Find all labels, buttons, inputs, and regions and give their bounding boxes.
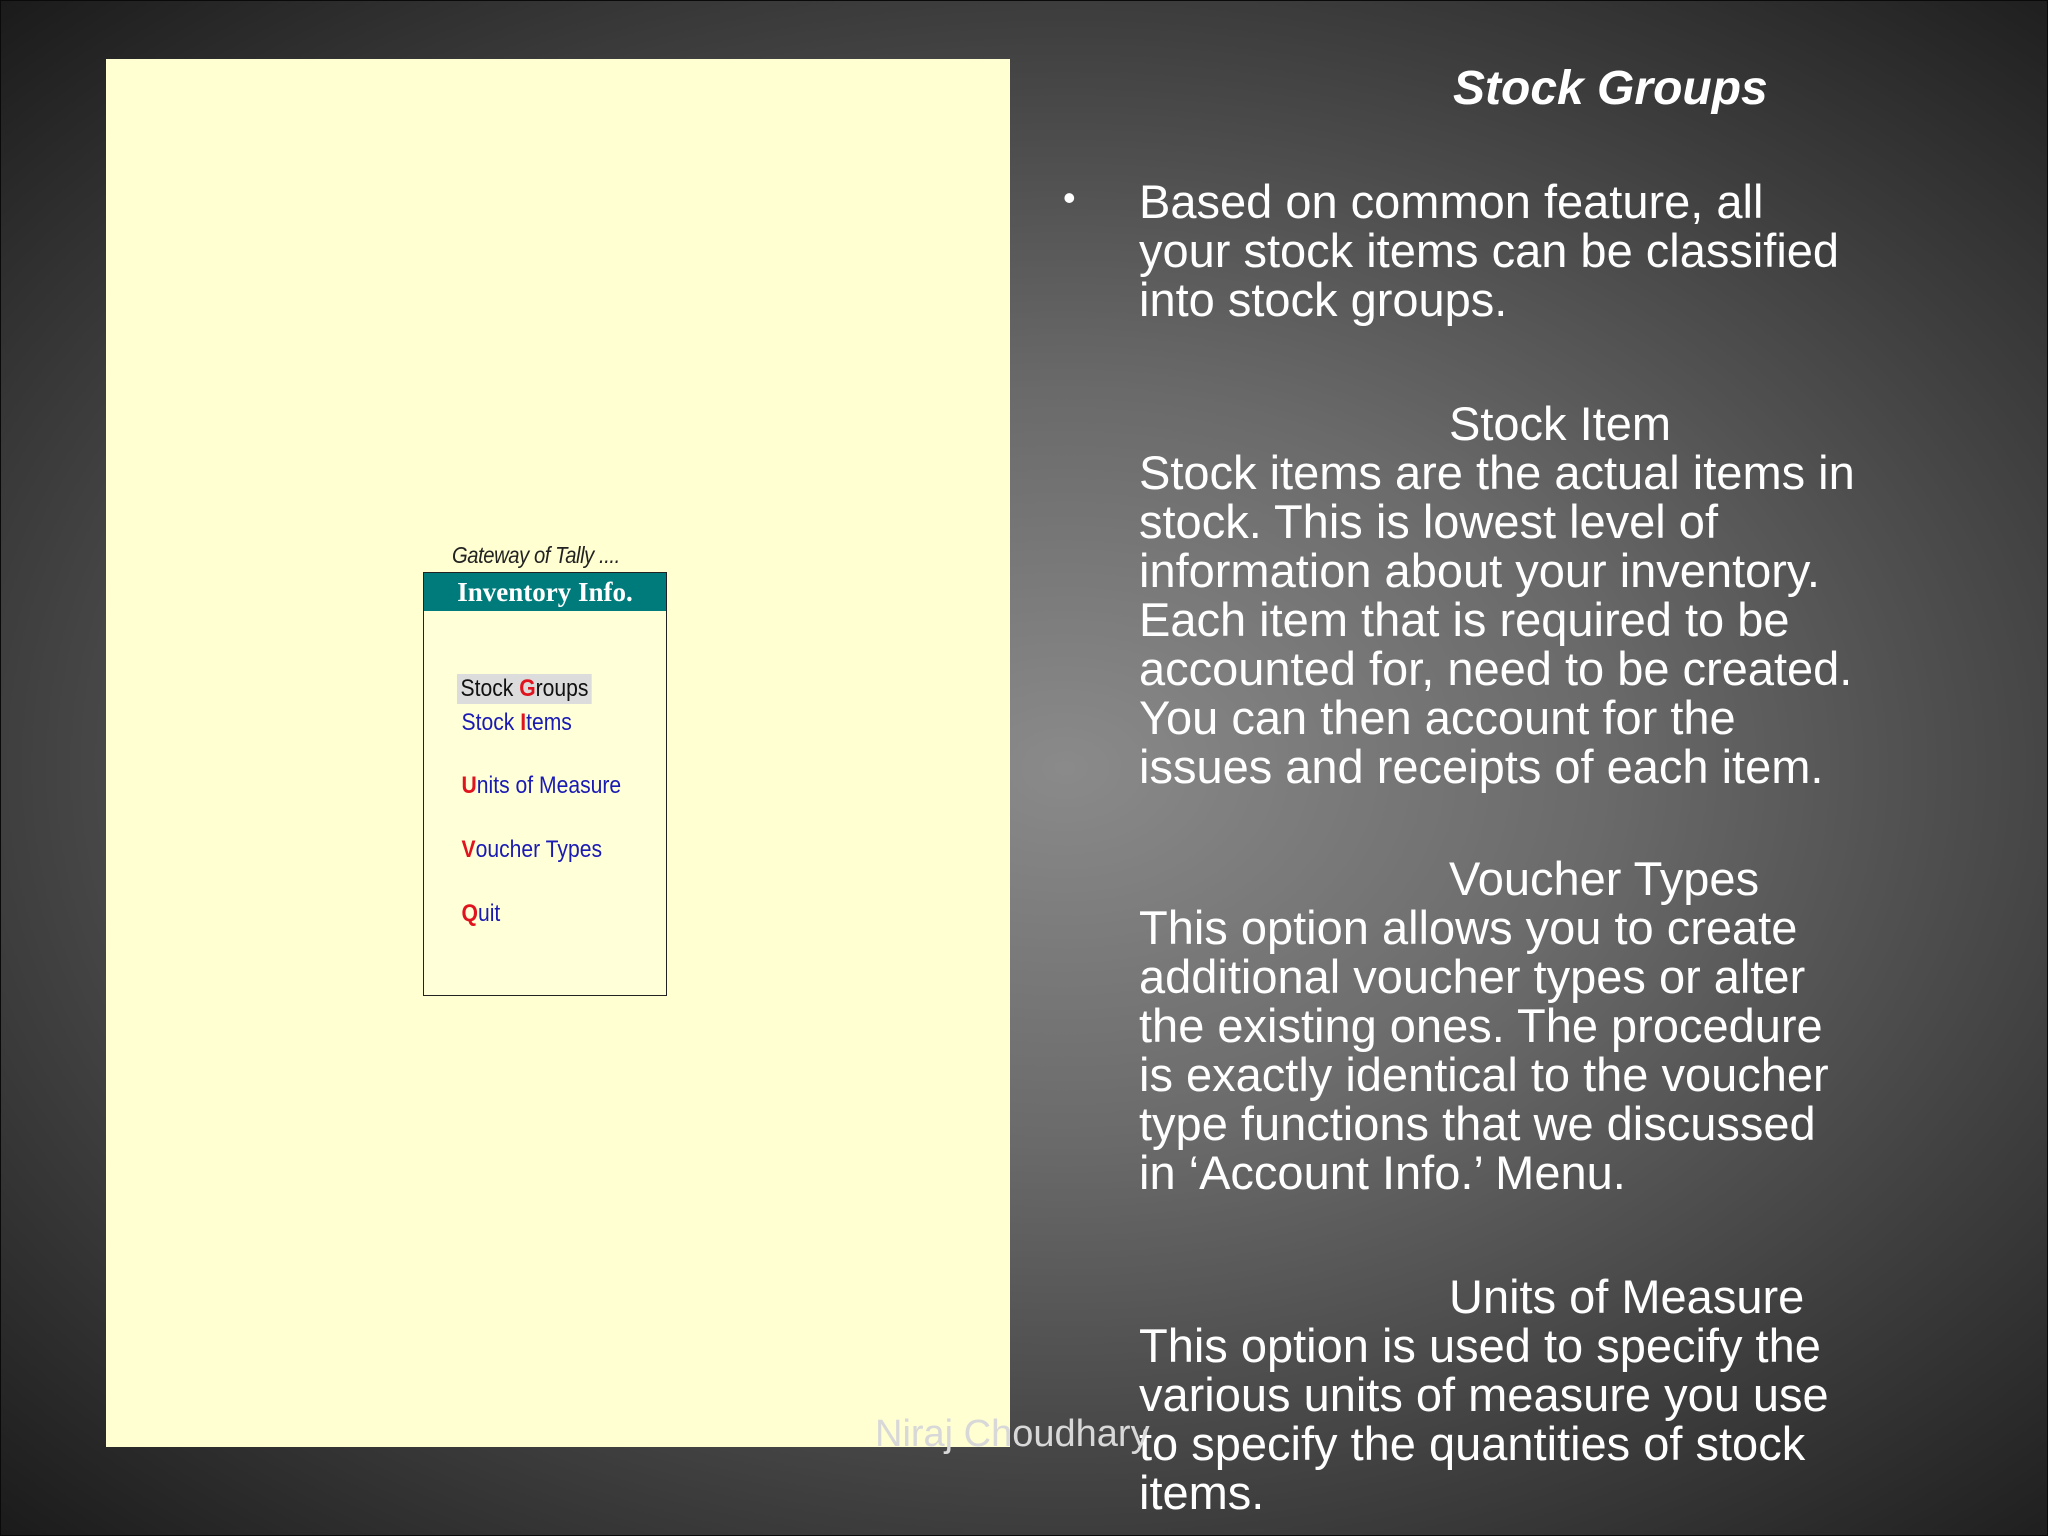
menu-item-stock-groups[interactable] <box>457 674 592 704</box>
text-line: Each item that is required to be <box>1139 593 1790 646</box>
text-line: Stock items are the actual items in <box>1139 446 1855 499</box>
menu-title: Inventory Info. <box>424 573 666 611</box>
text-line: issues and receipts of each item. <box>1139 740 1824 793</box>
text-line: into stock groups. <box>1139 273 1508 326</box>
text-line: This option is used to specify the <box>1139 1319 1821 1372</box>
text-line: additional voucher types or alter <box>1139 950 1806 1003</box>
menu-item-stock-items[interactable] <box>458 708 575 738</box>
hotkey-letter: G <box>519 675 536 702</box>
section-heading-units-of-measure: Units of Measure <box>1449 1270 1805 1323</box>
menu-item-units-of-measure[interactable] <box>458 771 625 801</box>
hotkey-letter: U <box>461 772 477 799</box>
section-body-units-of-measure <box>1139 1321 2019 1517</box>
menu-item-text: uit <box>477 900 501 927</box>
text-line: accounted for, need to be created. <box>1139 642 1853 695</box>
menu-item-voucher-types[interactable] <box>458 835 606 865</box>
menu-item-quit[interactable] <box>458 899 504 929</box>
text-line: in ‘Account Info.’ Menu. <box>1139 1146 1626 1199</box>
section-heading-voucher-types: Voucher Types <box>1449 852 1760 905</box>
text-line: You can then account for the <box>1139 691 1736 744</box>
menu-item-text: roups <box>535 675 589 702</box>
menu-item-text: Stock <box>460 675 520 702</box>
text-line: is exactly identical to the voucher <box>1139 1048 1829 1101</box>
menu-item-text: I <box>520 709 527 736</box>
text-line: to specify the quantities of stock <box>1139 1417 1806 1470</box>
section-body-voucher-types <box>1139 903 2019 1197</box>
text-line: various units of measure you use <box>1139 1368 1829 1421</box>
gateway-breadcrumb: Gateway of Tally .... <box>452 542 620 568</box>
section-heading-stock-item: Stock Item <box>1449 397 1672 450</box>
text-line: stock. This is lowest level of <box>1139 495 1719 548</box>
menu-item-text: tems <box>526 709 572 736</box>
section-body-stock-item <box>1139 448 2019 791</box>
menu-item-text: nits of Measure <box>476 772 622 799</box>
text-line: your stock items can be classified <box>1139 224 1840 277</box>
inventory-info-menu <box>423 572 667 996</box>
hotkey-letter: Q <box>461 900 478 927</box>
bullet-paragraph <box>1139 177 2019 324</box>
footer-author: Niraj Choudhary <box>875 1413 1150 1455</box>
text-line: type functions that we discussed <box>1139 1097 1816 1150</box>
text-line: items. <box>1139 1466 1265 1519</box>
bullet-icon: • <box>1063 177 1076 218</box>
text-line: Based on common feature, all <box>1139 175 1764 228</box>
text-line: the existing ones. The procedure <box>1139 999 1823 1052</box>
menu-item-text: oucher Types <box>475 836 603 863</box>
text-line: information about your inventory. <box>1139 544 1820 597</box>
hotkey-letter: V <box>461 836 476 863</box>
menu-item-text: Stock <box>461 709 521 736</box>
slide-title: Stock Groups <box>1453 62 1768 115</box>
text-line: This option allows you to create <box>1139 901 1798 954</box>
